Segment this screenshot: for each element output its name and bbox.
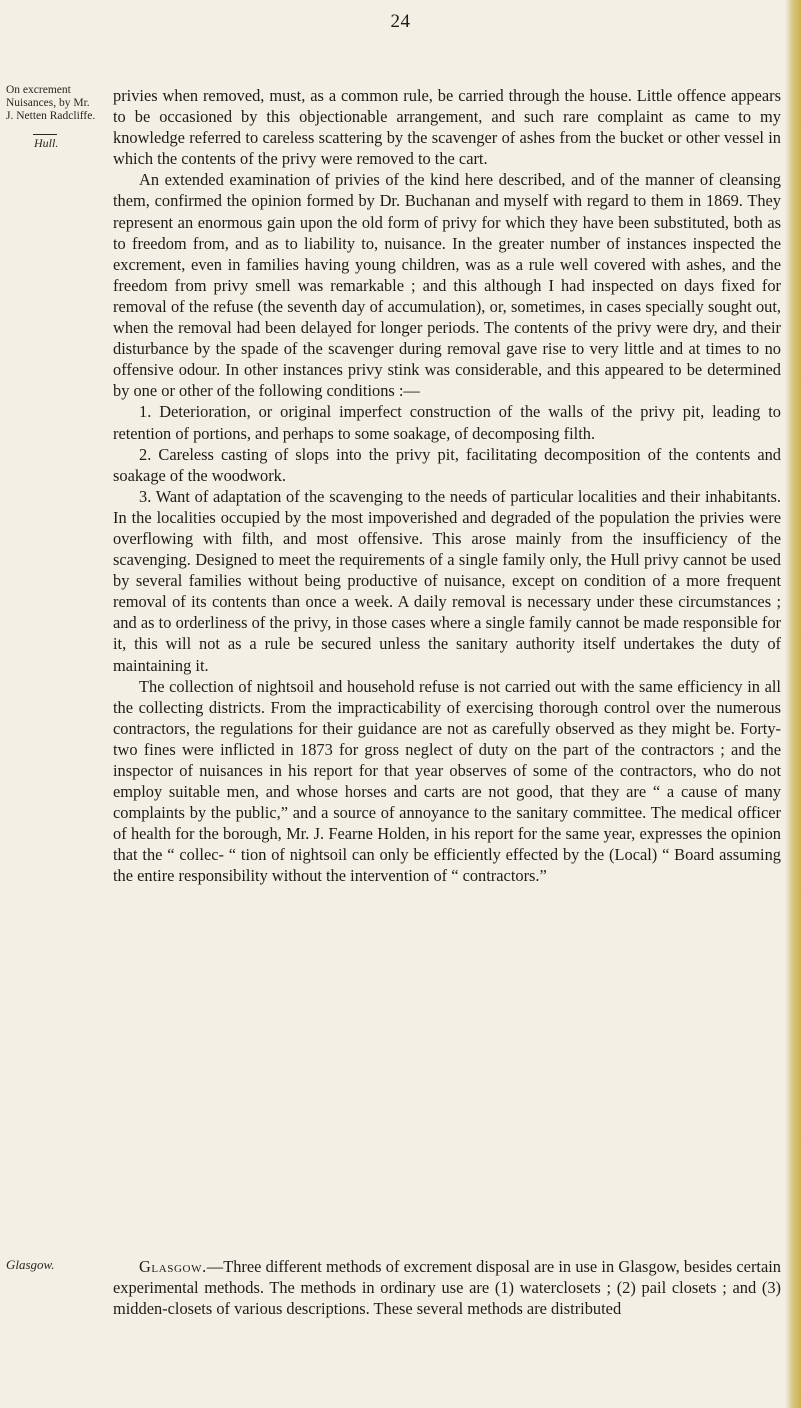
glasgow-section — [113, 1256, 781, 1319]
paragraph-collection: The collection of nightsoil and household refuse is not carried out with the same efficiency in all the collecting districts. From the impracticability of exercising thorough control over the numerous contractors, the regulations for their guidance are not as carefully observed as they might be. Forty-two fines were inflicted in 1873 for gross neglect of duty on the part of the contractors ; and the inspector of nuisances in his report for that year observes of some of the contractors, who do not employ suitable men, and whose horses and carts are not good, that they are “ a cause of many complaints by the public,” and a source of annoyance to the sanitary committee. The medical officer of health for the borough, Mr. J. Fearne Holden, in his report for the same year, expresses the opinion that the “ collec- “ tion of nightsoil can only be efficiently effected by the (Local) “ Board assuming the entire responsibility without the intervention of “ contractors.” — [113, 676, 781, 886]
glasgow-text: —Three different methods of excrement disposal are in use in Glasgow, besides certain experimental methods. The methods in ordinary use are (1) waterclosets ; (2) pail closets ; and (3) midden-closets of various descriptions. These several methods are distributed — [113, 1257, 781, 1319]
margin-note-glasgow: Glasgow. — [6, 1257, 55, 1272]
margin-note-hull-subject: On excrement Nuisances, by Mr. J. Netten Radcliffe. — [6, 84, 96, 122]
paragraph-continuation: privies when removed, must, as a common rule, be carried through the house. Little offence appears to be occasioned by this objectionable arrangement, and such rare complaint as came to my knowledge referred to careless scattering by the scavenger of ashes from the bucket or other vessel in which the contents of the privy were removed to the cart. — [113, 86, 781, 169]
condition-3: 3. Want of adaptation of the scavenging to the needs of particular localities and their inhabitants. In the localities occupied by the most impoverished and degraded of the population the privies were overflowing with filth, and most offensive. This arose mainly from the insufficiency of the scavenging. Designed to meet the requirements of a single family only, the Hull privy cannot be used by several families without being productive of nuisance, except on condition of a more frequent removal of its contents than once a week. A daily removal is necessary under these circumstances ; and as to orderliness of the privy, in those cases where a single family cannot be made responsible for it, this will not as a rule be secured unless the sanitary authority itself undertakes the duty of maintaining it. — [113, 486, 781, 675]
margin-note-hull: Hull. — [34, 136, 59, 150]
paragraph-examination: An extended examination of privies of the kind here described, and of the manner of cleansing them, confirmed the opinion formed by Dr. Buchanan and myself with regard to them in 1869. They represent an enormous gain upon the old form of privy for which they have been substituted, both as to freedom from, and as to liability to, nuisance. In the greater number of instances inspected the excrement, even in families having young children, was as a rule well covered with ashes, and the freedom from privy smell was remarkable ; and this although I had inspected on days fixed for removal of the refuse (the seventh day of accumulation), or, sometimes, in cases specially sought out, when the removal had been delayed for longer periods. The contents of the privy were dry, and their disturbance by the spade of the scavenger during removal gave rise to very little and at times to no offensive odour. In other instances privy stink was considerable, and this appeared to be determined by one or other of the following conditions :— — [113, 170, 781, 401]
margin-rule — [33, 134, 57, 135]
condition-2: 2. Careless casting of slops into the privy pit, facilitating decomposition of the contents and soakage of the woodwork. — [113, 444, 781, 485]
main-text — [113, 85, 781, 887]
page-number: 24 — [390, 11, 411, 32]
paragraph-glasgow — [113, 1256, 781, 1319]
page-edge-shadow — [785, 0, 801, 1408]
condition-1: 1. Deterioration, or original imperfect construction of the walls of the privy pit, leading to retention of portions, and perhaps to some soakage, of decomposing filth. — [113, 402, 781, 443]
section-heading-glasgow: Glasgow. — [139, 1257, 207, 1276]
